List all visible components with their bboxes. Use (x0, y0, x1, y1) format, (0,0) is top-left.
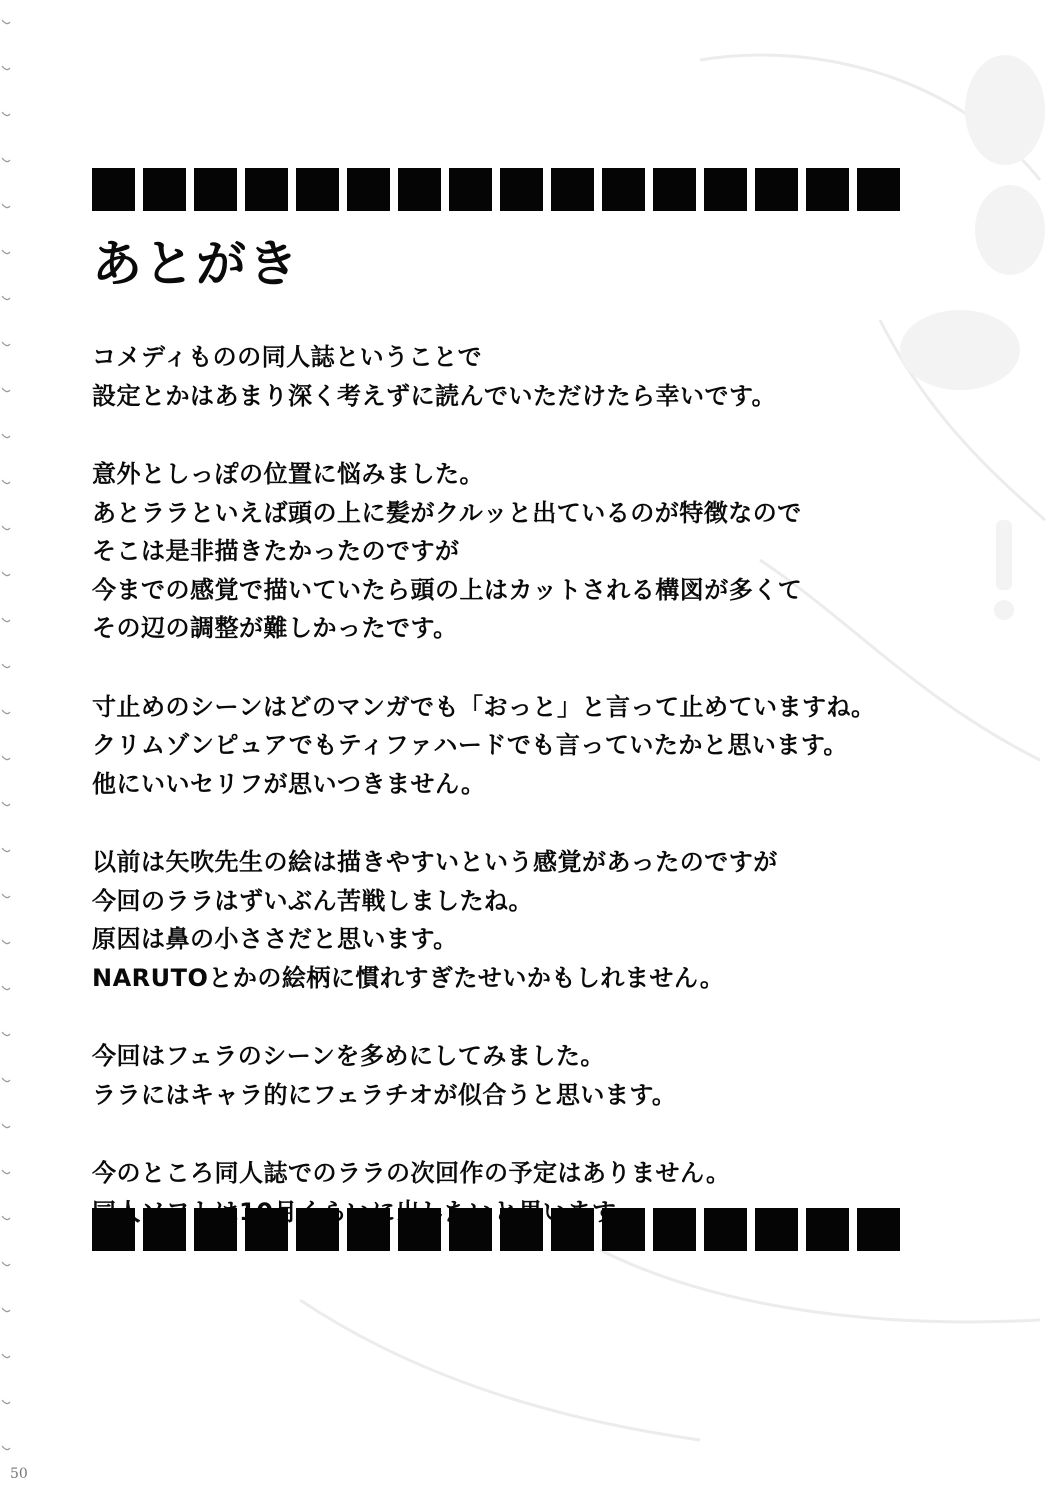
text-line: 原因は鼻の小ささだと思います。 (92, 925, 458, 953)
divider-block (653, 168, 696, 211)
divider-block (398, 1208, 441, 1251)
binding-mark (2, 1124, 10, 1128)
binding-mark (2, 434, 10, 438)
binding-mark (2, 66, 10, 70)
divider-block (245, 1208, 288, 1251)
text-line: 今のところ同人誌でのララの次回作の予定はありません。 (92, 1159, 731, 1187)
divider-block (245, 168, 288, 211)
text-line: 設定とかはあまり深く考えずに読んでいただけたら幸いです。 (92, 381, 777, 410)
binding-mark (2, 1078, 10, 1082)
binding-mark (2, 986, 10, 990)
divider-block (500, 168, 543, 211)
paragraph (92, 455, 992, 648)
text-line: 以前は矢吹先生の絵は描きやすいという感覚があったのですが (92, 848, 778, 876)
binding-mark (2, 894, 10, 898)
binding-mark (2, 802, 10, 806)
binding-mark (2, 250, 10, 254)
binding-mark (2, 1400, 10, 1404)
text-line: クリムゾンピュアでもティファハードでも言っていたかと思います。 (92, 731, 848, 759)
divider-block (449, 1208, 492, 1251)
divider-block (92, 168, 135, 211)
binding-mark (2, 710, 10, 714)
divider-block (602, 1208, 645, 1251)
binding-mark (2, 848, 10, 852)
divider-block (704, 168, 747, 211)
binding-mark (2, 572, 10, 576)
binding-mark (2, 1308, 10, 1312)
divider-block (194, 168, 237, 211)
binding-mark (2, 1170, 10, 1174)
divider-block (296, 1208, 339, 1251)
binding-mark (2, 1216, 10, 1220)
divider-block (704, 1208, 747, 1251)
binding-mark (2, 618, 10, 622)
text-line: ララにはキャラ的にフェラチオが似合うと思います。 (92, 1080, 677, 1109)
text-line: そこは是非描きたかったのですが (92, 537, 460, 565)
divider-block (143, 1208, 186, 1251)
binding-mark (2, 342, 10, 346)
divider-block (347, 1208, 390, 1251)
text-line: コメディものの同人誌ということで (92, 343, 483, 371)
binding-mark (2, 388, 10, 392)
text-line: 今回はフェラのシーンを多めにしてみました。 (92, 1042, 605, 1070)
binding-mark (2, 112, 10, 116)
bottom-block-divider (92, 1208, 900, 1251)
binding-mark (2, 526, 10, 530)
page-number: 50 (10, 1466, 28, 1482)
divider-block (857, 168, 900, 211)
afterword-body (92, 338, 992, 1271)
divider-block (194, 1208, 237, 1251)
divider-block (500, 1208, 543, 1251)
divider-block (296, 168, 339, 211)
binding-mark (2, 158, 10, 162)
divider-block (347, 168, 390, 211)
binding-mark (2, 204, 10, 208)
binding-mark (2, 480, 10, 484)
divider-block (398, 168, 441, 211)
binding-mark (2, 1354, 10, 1358)
divider-block (755, 1208, 798, 1251)
divider-block (755, 168, 798, 211)
page-title: あとがき (92, 235, 300, 293)
text-line: あとララといえば頭の上に髪がクルッと出ているのが特徴なので (92, 498, 802, 527)
text-line: その辺の調整が難しかったです。 (92, 614, 458, 642)
divider-block (92, 1208, 135, 1251)
text-line: 意外としっぽの位置に悩みました。 (92, 460, 484, 488)
divider-block (143, 168, 186, 211)
binding-mark (2, 1262, 10, 1266)
binding-mark (2, 20, 10, 24)
divider-block (806, 168, 849, 211)
divider-block (806, 1208, 849, 1251)
divider-block (602, 168, 645, 211)
divider-block (551, 168, 594, 211)
divider-block (449, 168, 492, 211)
text-line: 寸止めのシーンはどのマンガでも「おっと」と言って止めていますね。 (92, 692, 876, 721)
text-line: 今回のララはずいぶん苦戦しましたね。 (92, 886, 533, 915)
binding-mark (2, 1032, 10, 1036)
text-line: 今までの感覚で描いていたら頭の上はカットされる構図が多くて (92, 575, 803, 604)
divider-block (857, 1208, 900, 1251)
text-line: NARUTOとかの絵柄に慣れすぎたせいかもしれません。 (92, 963, 725, 992)
binding-mark (2, 756, 10, 760)
binding-mark (2, 296, 10, 300)
paragraph (92, 1037, 992, 1114)
paragraph (92, 338, 992, 415)
top-block-divider (92, 168, 900, 211)
binding-mark (2, 1446, 10, 1450)
paragraph (92, 688, 992, 804)
divider-block (551, 1208, 594, 1251)
binding-marks (0, 0, 14, 1493)
divider-block (653, 1208, 696, 1251)
binding-mark (2, 664, 10, 668)
binding-mark (2, 940, 10, 944)
paragraph (92, 843, 992, 997)
text-line: 他にいいセリフが思いつきません。 (92, 769, 486, 798)
